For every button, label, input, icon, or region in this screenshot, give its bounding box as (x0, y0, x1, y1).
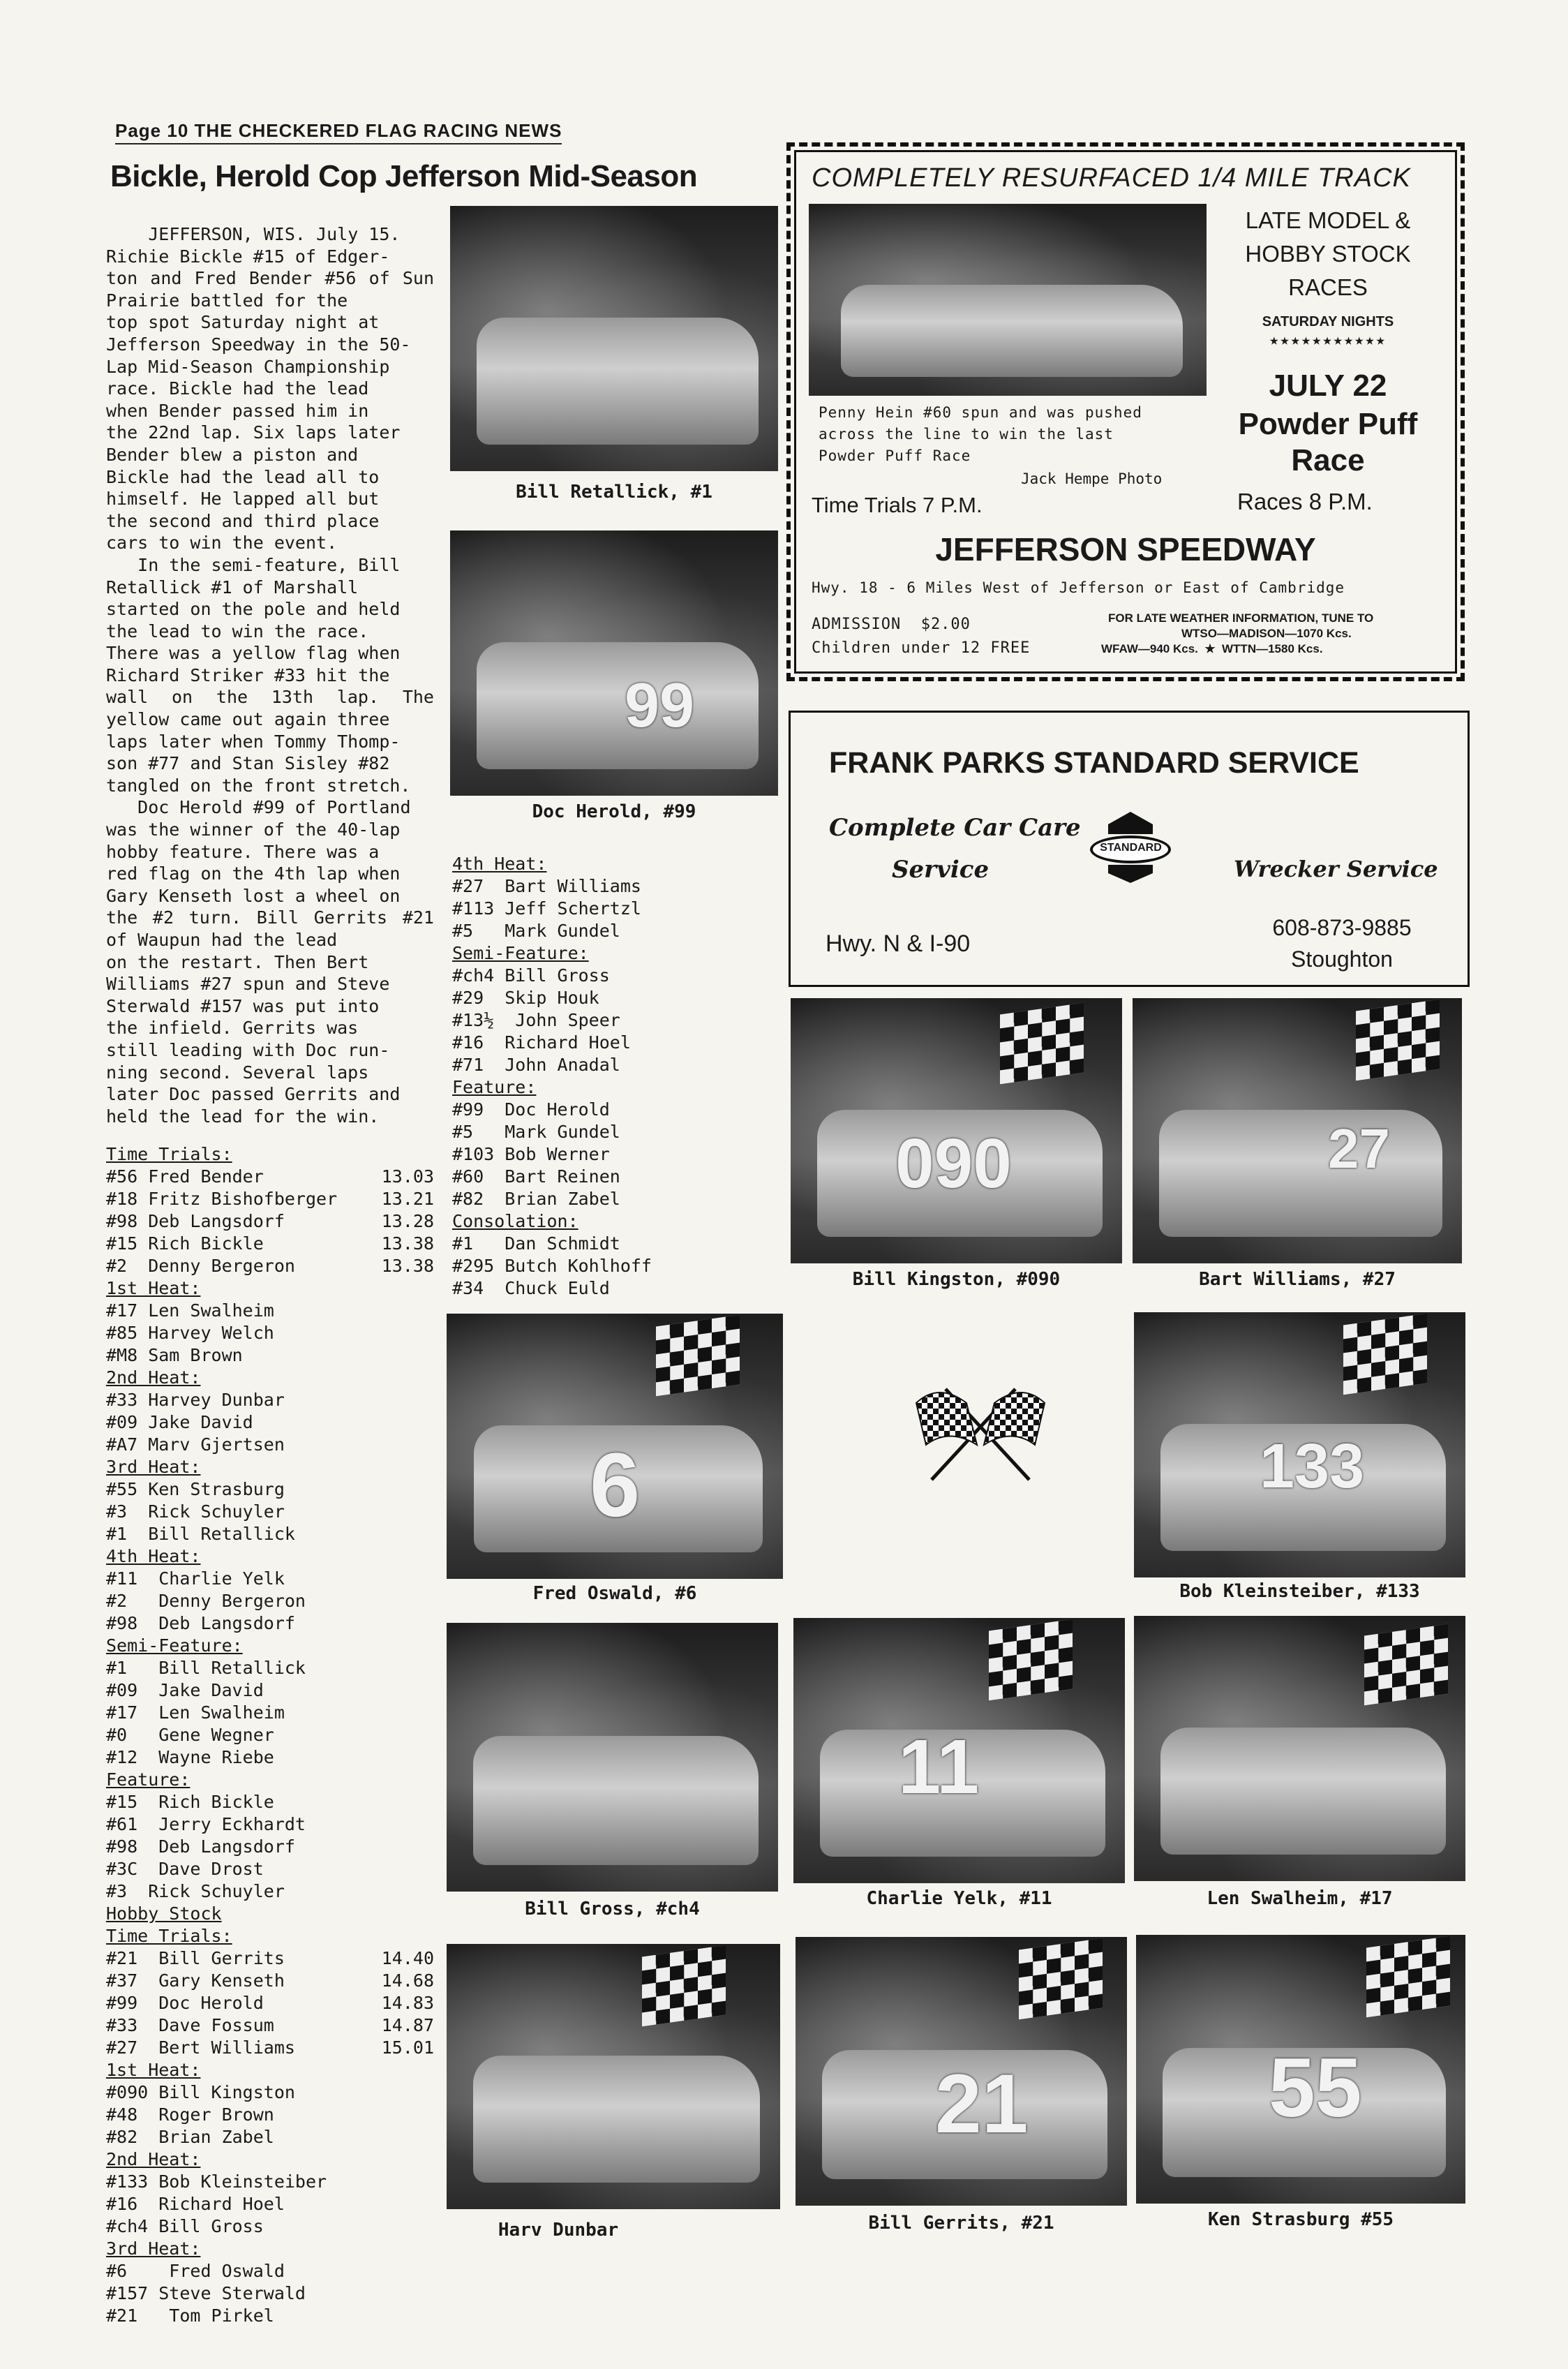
ad-nights: SATURDAY NIGHTS (1262, 314, 1394, 329)
results-entry: #15 Rich Bickle (106, 1792, 274, 1812)
results-entry: #157 Steve Sterwald (106, 2283, 306, 2303)
results-entry: #12 Wayne Riebe (106, 1747, 274, 1767)
results-entry: #16 Richard Hoel (106, 2194, 285, 2214)
results-entry: #M8 Sam Brown (106, 1345, 243, 1365)
results-row (452, 1054, 675, 1076)
ad-directions: Hwy. 18 - 6 Miles West of Jefferson or East of Cambridge (812, 579, 1345, 596)
results-entry: #55 Ken Strasburg (106, 1479, 285, 1499)
ad-speedway-name: JEFFERSON SPEEDWAY (935, 531, 1316, 567)
results-row (452, 1188, 675, 1210)
results-section-heading: Semi-Feature: (452, 943, 589, 963)
ad-children: Children under 12 FREE (812, 639, 1031, 657)
results-time: 13.03 (381, 1166, 434, 1187)
photo-1 (450, 206, 778, 471)
results-row (106, 1947, 434, 1970)
checkered-flag-icon (1364, 1624, 1448, 1706)
results-row (106, 2126, 434, 2148)
caption-5: Fred Oswald, #6 (532, 1583, 697, 1604)
results-entry: #18 Fritz Bishofberger (106, 1189, 338, 1209)
ad-photo-credit: Jack Hempe Photo (1021, 470, 1163, 487)
caption-4: Bart Williams, #27 (1199, 1269, 1396, 1290)
caption-7: Bill Gross, #ch4 (525, 1899, 700, 1919)
results-entry: #17 Len Swalheim (106, 1300, 274, 1321)
checkered-flag-icon (642, 1945, 726, 2027)
results-time: 13.38 (381, 1256, 434, 1276)
results-row (106, 2282, 434, 2305)
results-row (106, 1657, 434, 1679)
photo-8 (793, 1618, 1125, 1883)
results-entry: #98 Deb Langsdorf (106, 1613, 295, 1633)
results-row (106, 1702, 434, 1724)
results-section-heading: 1st Heat: (106, 1278, 201, 1298)
ad-stations-1: WTSO—MADISON—1070 Kcs. (1181, 627, 1352, 640)
checkered-flag-icon (656, 1315, 740, 1397)
results-entry: #34 Chuck Euld (452, 1278, 610, 1298)
ad-business-name: FRANK PARKS STANDARD SERVICE (829, 746, 1359, 780)
results-time: 13.21 (381, 1189, 434, 1209)
results-time: 14.68 (381, 1970, 434, 1991)
ad-classes: LATE MODEL & HOBBY STOCK RACES (1245, 207, 1411, 300)
photo-10 (447, 1944, 780, 2209)
results-row (106, 1992, 434, 2014)
ad-phone: 608-873-9885 (1272, 915, 1412, 940)
results-section-heading: Feature: (452, 1077, 537, 1097)
car-number: 55 (1269, 2041, 1362, 2134)
results-entry: #1 Bill Retallick (106, 1524, 295, 1544)
results-section-heading: 1st Heat: (106, 2060, 201, 2080)
speedway-ad (786, 142, 1465, 681)
results-time: 14.40 (381, 1948, 434, 1968)
standard-logo-icon (1087, 809, 1174, 886)
results-entry: #82 Brian Zabel (106, 2127, 274, 2147)
results-section-heading: 3rd Heat: (106, 1457, 201, 1477)
results-left (106, 1143, 434, 2327)
results-row (106, 1344, 434, 1367)
results-entry: #99 Doc Herold (452, 1099, 610, 1120)
results-row (106, 1612, 434, 1635)
results-row (452, 1143, 675, 1166)
ad-tagline-1: Complete Car Care (829, 814, 1081, 842)
results-section-heading: 3rd Heat: (106, 2238, 201, 2259)
caption-11: Bill Gerrits, #21 (868, 2213, 1054, 2234)
results-row (106, 2081, 434, 2104)
results-row (452, 1255, 675, 1277)
ad-town: Stoughton (1291, 946, 1393, 972)
results-row (106, 1858, 434, 1880)
checkered-flag-icon (1019, 1938, 1103, 2020)
checkered-flag-icon (1366, 1936, 1450, 2018)
caption-6: Bob Kleinsteiber, #133 (1179, 1581, 1420, 1602)
results-entry: #2 Denny Bergeron (106, 1591, 306, 1611)
results-entry: #33 Harvey Dunbar (106, 1390, 285, 1410)
crossed-checkered-flags-icon (911, 1375, 1050, 1487)
results-row (106, 1389, 434, 1411)
results-entry: #ch4 Bill Gross (106, 2216, 264, 2236)
results-row (106, 1210, 434, 1233)
ad-top-line: COMPLETELY RESURFACED 1/4 MILE TRACK (812, 163, 1411, 193)
results-entry: #98 Deb Langsdorf (106, 1836, 295, 1857)
page-header: Page 10 THE CHECKERED FLAG RACING NEWS (115, 120, 562, 144)
photo-2 (450, 530, 778, 796)
results-row (106, 1478, 434, 1501)
results-entry: #3C Dave Drost (106, 1859, 264, 1879)
results-row (106, 1255, 434, 1277)
results-entry: #85 Harvey Welch (106, 1323, 274, 1343)
results-entry: #37 Gary Kenseth (106, 1970, 285, 1991)
results-row (106, 2193, 434, 2215)
photo-9 (1134, 1616, 1465, 1881)
results-entry: #113 Jeff Schertzl (452, 898, 641, 919)
results-time: 15.01 (381, 2037, 434, 2058)
results-row (106, 2260, 434, 2282)
results-row (106, 1300, 434, 1322)
results-entry: #33 Dave Fossum (106, 2015, 274, 2035)
results-row (452, 987, 675, 1009)
standard-service-ad (789, 711, 1470, 987)
checkered-flag-icon (1343, 1314, 1427, 1395)
results-row (452, 898, 675, 920)
results-time: 13.28 (381, 1211, 434, 1231)
results-section-heading: Feature: (106, 1769, 191, 1790)
results-row (452, 875, 675, 898)
results-row (106, 1880, 434, 1903)
results-entry: #16 Richard Hoel (452, 1032, 631, 1053)
results-mid (452, 853, 675, 1300)
results-section-heading: 4th Heat: (452, 854, 547, 874)
results-row (452, 965, 675, 987)
results-entry: #21 Tom Pirkel (106, 2305, 274, 2326)
caption-2: Doc Herold, #99 (532, 801, 696, 822)
results-row (106, 1434, 434, 1456)
ad-races: Races 8 P.M. (1237, 489, 1373, 514)
results-time: 13.38 (381, 1233, 434, 1254)
checkered-flag-icon (1356, 1000, 1440, 1081)
results-entry: #5 Mark Gundel (452, 921, 620, 941)
results-row (106, 1411, 434, 1434)
results-row (106, 2104, 434, 2126)
results-entry: #17 Len Swalheim (106, 1702, 285, 1723)
results-entry: #48 Roger Brown (106, 2104, 274, 2125)
photo-5 (447, 1314, 783, 1579)
results-entry: #A7 Marv Gjertsen (106, 1434, 285, 1455)
ad-wrecker: Wrecker Service (1234, 856, 1438, 882)
results-entry: #27 Bert Williams (106, 2037, 295, 2058)
results-row (106, 1188, 434, 1210)
results-entry: #61 Jerry Eckhardt (106, 1814, 306, 1834)
photo-4 (1133, 998, 1462, 1263)
results-row (106, 1166, 434, 1188)
results-row (452, 1032, 675, 1054)
caption-12: Ken Strasburg #55 (1207, 2209, 1394, 2230)
results-entry: #3 Rick Schuyler (106, 1501, 285, 1522)
results-section-heading: Hobby Stock (106, 1903, 222, 1924)
results-row (106, 1322, 434, 1344)
results-row (106, 1836, 434, 1858)
results-row (106, 1590, 434, 1612)
results-row (106, 1233, 434, 1255)
results-entry: #295 Butch Kohlhoff (452, 1256, 652, 1276)
results-entry: #133 Bob Kleinsteiber (106, 2171, 327, 2192)
results-row (106, 2305, 434, 2327)
results-entry: #15 Rich Bickle (106, 1233, 264, 1254)
results-entry: #09 Jake David (106, 1680, 264, 1700)
results-entry: #98 Deb Langsdorf (106, 1211, 285, 1231)
ad-date: JULY 22 (1269, 369, 1387, 403)
results-row (106, 1679, 434, 1702)
results-row (452, 920, 675, 942)
results-section-heading: 2nd Heat: (106, 2149, 201, 2169)
ad-time-trials: Time Trials 7 P.M. (812, 493, 983, 517)
headline: Bickle, Herold Cop Jefferson Mid-Season (110, 159, 698, 193)
photo-6 (1134, 1312, 1465, 1577)
caption-10: Harv Dunbar (498, 2220, 619, 2241)
photo-3 (791, 998, 1122, 1263)
results-entry: #090 Bill Kingston (106, 2082, 295, 2102)
car-number: 21 (935, 2057, 1029, 2151)
results-row (106, 1813, 434, 1836)
results-section-heading: Consolation: (452, 1211, 578, 1231)
results-entry: #71 John Anadal (452, 1055, 620, 1075)
caption-8: Charlie Yelk, #11 (866, 1888, 1052, 1909)
caption-1: Bill Retallick, #1 (516, 482, 712, 503)
car-number: 133 (1260, 1432, 1365, 1501)
caption-9: Len Swalheim, #17 (1207, 1888, 1393, 1909)
ad-hwy: Hwy. N & I-90 (826, 930, 971, 957)
ad-stars: ★★★★★★★★★★★ (1269, 332, 1387, 349)
results-row (106, 1746, 434, 1769)
speedway-ad-photo (809, 204, 1207, 396)
results-time: 14.83 (381, 1993, 434, 2013)
results-entry: #60 Bart Reinen (452, 1166, 620, 1187)
results-entry: #1 Bill Retallick (106, 1658, 306, 1678)
checkered-flag-icon (989, 1619, 1073, 1701)
caption-3: Bill Kingston, #090 (852, 1269, 1061, 1290)
ad-admission: ADMISSION $2.00 (812, 616, 971, 633)
results-section-heading: 2nd Heat: (106, 1367, 201, 1388)
results-entry: #5 Mark Gundel (452, 1122, 620, 1142)
results-row (106, 1970, 434, 1992)
results-row (106, 1724, 434, 1746)
results-entry: #27 Bart Williams (452, 876, 641, 896)
car-number: 090 (895, 1124, 1012, 1203)
car-number: 11 (898, 1724, 980, 1810)
results-row (106, 2215, 434, 2238)
results-section-heading: 4th Heat: (106, 1546, 201, 1566)
car-number: 6 (590, 1434, 641, 1536)
results-entry: #29 Skip Houk (452, 988, 599, 1008)
results-entry: #2 Denny Bergeron (106, 1256, 295, 1276)
car-number: 99 (625, 671, 695, 741)
results-section-heading: Time Trials: (106, 1144, 232, 1164)
results-row (452, 1121, 675, 1143)
results-row (106, 1568, 434, 1590)
results-row (106, 1523, 434, 1545)
ad-tagline-2: Service (892, 856, 990, 884)
results-entry: #0 Gene Wegner (106, 1725, 274, 1745)
ad-photo-caption: Penny Hein #60 spun and was pushed across the line to win the last Powder Puff Race (819, 404, 1142, 464)
results-time: 14.87 (381, 2015, 434, 2035)
results-row (452, 1277, 675, 1300)
ad-event: Powder Puff Race (1238, 407, 1418, 477)
photo-11 (796, 1937, 1127, 2206)
results-row (106, 2171, 434, 2193)
ad-weather: FOR LATE WEATHER INFORMATION, TUNE TO (1108, 611, 1374, 625)
results-section-heading: Time Trials: (106, 1926, 232, 1946)
results-section-heading: Semi-Feature: (106, 1635, 243, 1656)
photo-7 (447, 1623, 778, 1892)
story-body: JEFFERSON, WIS. July 15. Richie Bickle #15 of Edger- ton and Fred Bender #56 of Sun Prairie battled for the top spot Saturday night at Jefferson Speedway in the 50- Lap Mid-Season Championship race. Bickle had the lead when Bender passed him in the 22nd lap. Six laps later Bender blew a piston and Bickle had the lead all to himself. He lapped all but the second and third place cars to win the event. In the semi-feature, Bill Retallick #1 of Marshall started on the pole and held the lead to win the race. There was a yellow flag when Richard Striker #33 hit the wall on the 13th lap. The yellow came out again three laps later when Tommy Thomp- son #77 and Stan Sisley #82 tangled on the front stretch. Doc Herold #99 of Portland was the winner of the 40-lap hobby feature. There was a red flag on the 4th lap when Gary Kenseth lost a wheel on the #2 turn. Bill Gerrits #21 of Waupun had the lead on the restart. Then Bert Williams #27 spun and Steve Sterwald #157 was put into the infield. Gerrits was still leading with Doc run- ning second. Several laps later Doc passed Gerrits and held the lead for the win. (106, 224, 434, 1127)
results-row (106, 2037, 434, 2059)
results-row (106, 2014, 434, 2037)
photo-12 (1136, 1935, 1465, 2204)
results-entry: #13½ John Speer (452, 1010, 620, 1030)
results-row (106, 1501, 434, 1523)
results-entry: #21 Bill Gerrits (106, 1948, 285, 1968)
results-entry: #11 Charlie Yelk (106, 1568, 285, 1589)
standard-logo-text: STANDARD (1100, 842, 1162, 854)
results-row (452, 1099, 675, 1121)
results-row (106, 1791, 434, 1813)
results-row (452, 1166, 675, 1188)
results-entry: #82 Brian Zabel (452, 1189, 620, 1209)
results-entry: #3 Rick Schuyler (106, 1881, 285, 1901)
car-number: 27 (1328, 1117, 1390, 1180)
ad-stations-2: WFAW—940 Kcs. ★ WTTN—1580 Kcs. (1101, 642, 1323, 655)
checkered-flag-icon (1000, 1003, 1084, 1085)
results-row (452, 1233, 675, 1255)
results-entry: #56 Fred Bender (106, 1166, 264, 1187)
results-entry: #1 Dan Schmidt (452, 1233, 620, 1254)
results-row (452, 1009, 675, 1032)
results-entry: #103 Bob Werner (452, 1144, 610, 1164)
results-entry: #09 Jake David (106, 1412, 253, 1432)
results-entry: #99 Doc Herold (106, 1993, 264, 2013)
results-entry: #ch4 Bill Gross (452, 965, 610, 986)
results-entry: #6 Fred Oswald (106, 2261, 285, 2281)
